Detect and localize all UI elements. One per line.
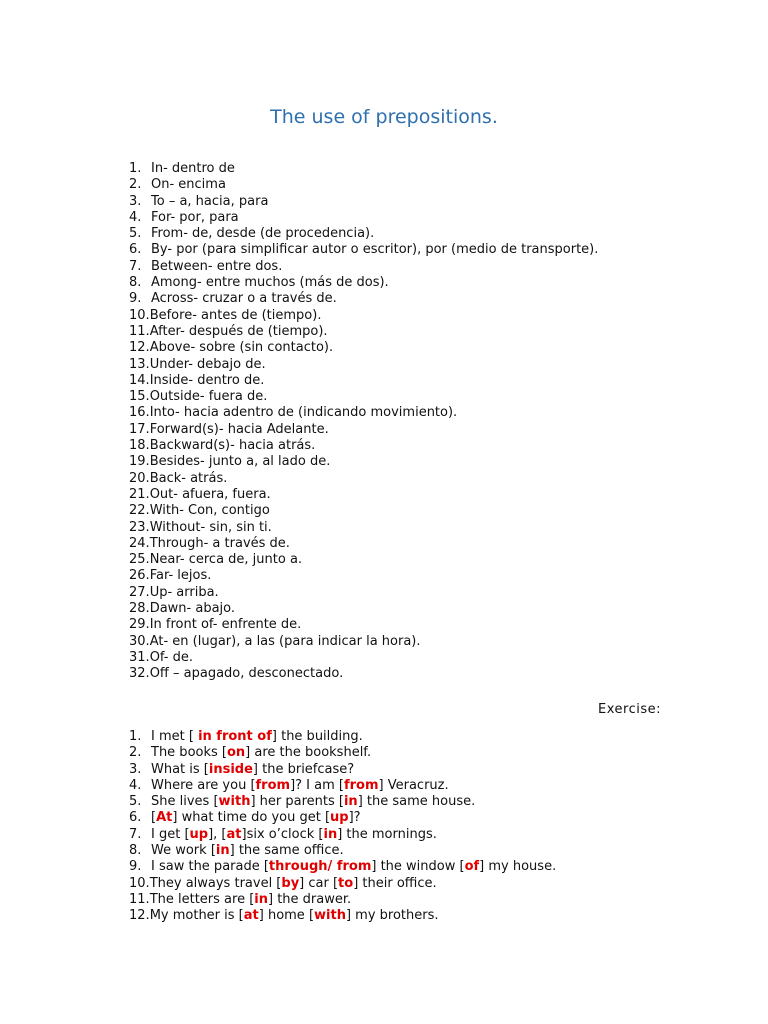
exercise-item	[129, 827, 556, 843]
preposition-item	[129, 487, 598, 503]
preposition-item	[129, 617, 598, 633]
item-text: Dawn- abajo.	[149, 601, 236, 617]
answer-text: up	[330, 810, 349, 826]
preposition-item	[129, 389, 598, 405]
sentence-text: ] their office.	[353, 875, 437, 891]
sentence-text: She lives [	[151, 794, 219, 810]
item-text: In front of- enfrente de.	[149, 617, 302, 633]
answer-text: in	[254, 891, 268, 907]
sentence-text: The books [	[151, 745, 227, 761]
item-number: 31.	[129, 649, 150, 665]
exercise-heading: Exercise:	[598, 702, 661, 717]
exercise-item	[129, 908, 556, 924]
item-text: With- Con, contigo	[149, 503, 270, 519]
answer-text: to	[338, 875, 354, 891]
item-number: 4.	[129, 777, 142, 793]
sentence-text: My mother is [	[149, 908, 244, 924]
preposition-item	[129, 585, 598, 601]
exercise-item	[129, 778, 556, 794]
preposition-item	[129, 520, 598, 536]
item-number: 24.	[129, 535, 150, 551]
item-number: 1.	[129, 729, 142, 744]
exercise-list	[129, 729, 556, 925]
sentence-text: ] the drawer.	[268, 891, 352, 907]
item-text: Without- sin, sin ti.	[149, 519, 272, 535]
sentence-text: ] what time do you get [	[172, 810, 331, 826]
item-text: At- en (lugar), a las (para indicar la hora).	[149, 633, 421, 649]
sentence-text: [	[151, 810, 157, 826]
item-number: 30.	[129, 633, 150, 649]
item-number: 8.	[129, 843, 142, 859]
item-text: Inside- dentro de.	[149, 372, 265, 388]
sentence-text: Where are you [	[151, 777, 256, 793]
answer-text: from	[343, 777, 379, 793]
sentence-text: ] the building.	[271, 729, 363, 744]
preposition-item	[129, 634, 598, 650]
preposition-item	[129, 357, 598, 373]
sentence-text: ] my house.	[479, 859, 557, 875]
item-number: 28.	[129, 601, 150, 617]
preposition-item	[129, 405, 598, 421]
preposition-item	[129, 259, 598, 275]
prepositions-list	[129, 161, 598, 683]
item-text: Between- entre dos.	[151, 258, 283, 274]
preposition-item	[129, 177, 598, 193]
sentence-text: ], [	[208, 826, 227, 842]
answer-text: by	[281, 875, 300, 891]
item-number: 32.	[129, 666, 150, 682]
exercise-item	[129, 892, 556, 908]
preposition-item	[129, 275, 598, 291]
item-number: 9.	[129, 859, 142, 875]
item-text: Into- hacia adentro de (indicando movimiento).	[149, 405, 458, 421]
exercise-item	[129, 794, 556, 810]
sentence-text: They always travel [	[149, 875, 282, 891]
item-number: 12.	[129, 340, 150, 356]
item-number: 9.	[129, 291, 142, 307]
item-number: 18.	[129, 438, 150, 454]
item-number: 7.	[129, 826, 142, 842]
sentence-text: ] car [	[299, 875, 339, 891]
preposition-item	[129, 536, 598, 552]
item-number: 20.	[129, 470, 150, 486]
sentence-text: I met [	[151, 729, 199, 744]
item-text: From- de, desde (de procedencia).	[151, 226, 375, 242]
exercise-item	[129, 745, 556, 761]
item-text: Through- a través de.	[149, 535, 290, 551]
item-number: 13.	[129, 356, 150, 372]
item-text: In- dentro de	[151, 161, 235, 176]
item-text: Backward(s)- hacia atrás.	[149, 438, 316, 454]
item-number: 10.	[129, 307, 150, 323]
item-number: 12.	[129, 908, 150, 924]
exercise-item	[129, 810, 556, 826]
sentence-text: What is [	[151, 761, 209, 777]
item-number: 10.	[129, 875, 150, 891]
item-number: 23.	[129, 519, 150, 535]
preposition-item	[129, 438, 598, 454]
item-number: 11.	[129, 323, 150, 339]
sentence-text: ] are the bookshelf.	[245, 745, 372, 761]
item-number: 3.	[129, 761, 142, 777]
item-number: 22.	[129, 503, 150, 519]
item-text: Near- cerca de, junto a.	[149, 552, 303, 568]
preposition-item	[129, 291, 598, 307]
answer-text: from	[255, 777, 291, 793]
item-text: By- por (para simplificar autor o escritor), por (medio de transporte).	[151, 242, 599, 258]
item-text: Across- cruzar o a través de.	[151, 291, 337, 307]
exercise-item	[129, 729, 556, 745]
item-number: 1.	[129, 161, 142, 176]
sentence-text: ] home [	[258, 908, 315, 924]
item-number: 17.	[129, 421, 150, 437]
sentence-text: ] the same house.	[357, 794, 476, 810]
answer-text: in front of	[198, 729, 272, 744]
sentence-text: ] my brothers.	[345, 908, 439, 924]
exercise-item	[129, 859, 556, 875]
item-number: 5.	[129, 226, 142, 242]
preposition-item	[129, 340, 598, 356]
page-title: The use of prepositions.	[270, 106, 498, 128]
sentence-text: We work [	[151, 843, 216, 859]
item-number: 3.	[129, 193, 142, 209]
answer-text: with	[314, 908, 346, 924]
sentence-text: ]?	[348, 810, 361, 826]
sentence-text: ] the same office.	[229, 843, 344, 859]
item-number: 8.	[129, 275, 142, 291]
answer-text: at	[243, 908, 259, 924]
answer-text: with	[218, 794, 251, 810]
item-text: After- después de (tiempo).	[149, 323, 328, 339]
preposition-item	[129, 471, 598, 487]
item-number: 29.	[129, 617, 150, 633]
preposition-item	[129, 308, 598, 324]
preposition-item	[129, 650, 598, 666]
answer-text: on	[226, 745, 246, 761]
exercise-item	[129, 876, 556, 892]
answer-text: at	[226, 826, 242, 842]
item-text: Of- de.	[149, 649, 193, 665]
sentence-text: ] the briefcase?	[252, 761, 355, 777]
item-text: To – a, hacia, para	[151, 193, 269, 209]
item-number: 6.	[129, 242, 142, 258]
sentence-text: ]six o’clock [	[241, 826, 324, 842]
sentence-text: ] the window [	[371, 859, 465, 875]
sentence-text: The letters are [	[149, 891, 255, 907]
preposition-item	[129, 454, 598, 470]
answer-text: of	[464, 859, 480, 875]
answer-text: up	[189, 826, 209, 842]
item-text: On- encima	[151, 177, 226, 193]
sentence-text: I get [	[151, 826, 190, 842]
preposition-item	[129, 324, 598, 340]
item-number: 5.	[129, 794, 142, 810]
preposition-item	[129, 373, 598, 389]
item-number: 21.	[129, 486, 150, 502]
preposition-item	[129, 226, 598, 242]
item-number: 25.	[129, 552, 150, 568]
preposition-item	[129, 552, 598, 568]
preposition-item	[129, 161, 598, 177]
item-number: 2.	[129, 745, 142, 761]
answer-text: in	[323, 826, 338, 842]
item-number: 11.	[129, 891, 150, 907]
preposition-item	[129, 242, 598, 258]
item-text: Above- sobre (sin contacto).	[149, 340, 334, 356]
item-text: Outside- fuera de.	[149, 389, 268, 405]
item-text: For- por, para	[151, 209, 239, 225]
preposition-item	[129, 601, 598, 617]
sentence-text: ]? I am [	[290, 777, 344, 793]
answer-text: in	[215, 843, 230, 859]
answer-text: inside	[208, 761, 253, 777]
sentence-text: ] the mornings.	[337, 826, 437, 842]
preposition-item	[129, 422, 598, 438]
sentence-text: I saw the parade [	[151, 859, 269, 875]
sentence-text: ] her parents [	[250, 794, 344, 810]
item-number: 19.	[129, 454, 150, 470]
answer-text: in	[343, 794, 358, 810]
preposition-item	[129, 210, 598, 226]
item-text: Among- entre muchos (más de dos).	[151, 275, 389, 291]
item-number: 16.	[129, 405, 150, 421]
preposition-item	[129, 194, 598, 210]
exercise-item	[129, 843, 556, 859]
item-number: 6.	[129, 810, 142, 826]
item-number: 2.	[129, 177, 142, 193]
item-text: Out- afuera, fuera.	[149, 486, 271, 502]
preposition-item	[129, 503, 598, 519]
sentence-text: ] Veracruz.	[378, 777, 449, 793]
item-number: 15.	[129, 389, 150, 405]
item-number: 4.	[129, 209, 142, 225]
preposition-item	[129, 666, 598, 682]
item-number: 26.	[129, 568, 150, 584]
item-text: Under- debajo de.	[149, 356, 266, 372]
item-text: Besides- junto a, al lado de.	[149, 454, 331, 470]
item-text: Back- atrás.	[149, 470, 228, 486]
item-number: 7.	[129, 258, 142, 274]
item-text: Forward(s)- hacia Adelante.	[149, 421, 329, 437]
item-text: Before- antes de (tiempo).	[149, 307, 322, 323]
answer-text: through/ from	[268, 859, 372, 875]
preposition-item	[129, 568, 598, 584]
item-number: 27.	[129, 584, 150, 600]
exercise-item	[129, 762, 556, 778]
item-text: Off – apagado, desconectado.	[149, 666, 344, 682]
item-number: 14.	[129, 372, 150, 388]
item-text: Far- lejos.	[149, 568, 212, 584]
item-text: Up- arriba.	[149, 584, 219, 600]
answer-text: At	[156, 810, 173, 826]
